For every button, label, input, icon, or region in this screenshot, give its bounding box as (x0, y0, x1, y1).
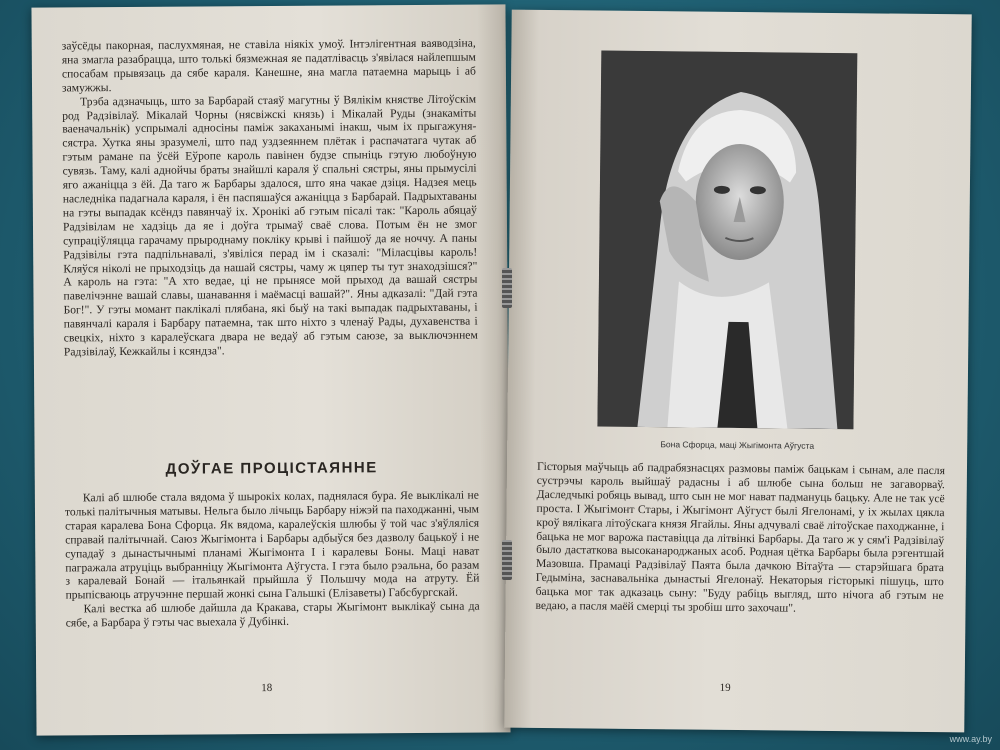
paragraph: Гісторыя маўчыць аб падрабязнасцях размовы паміж бацькам і сынам, але пасля сустрэчы кароль выйшаў радасны і аб шлюбе сына больш не загаворваў. Даследчыкі робяць вывад, што сын не мог нават падмануць бацьку. Але не так усё проста. І Жыгімонт Стары, і Жыгімонт Аўгуст былі Ягелонамі, у іх жылах цякла кроў вялікага літоўскага князя Ягайлы. Яны адчувалі сваё літоўскае паходжанне, і бацька не мог варожа паставіцца да літвінкі Барбары. Да таго ж у сям'і Радзівілаў было дастаткова высоканароджаных асоб. Родная цётка Барбары была рэгентшай Мазовша. Прамаці Радзівілаў Паята была дачкою Вітаўта — старэйшага брата Гедыміна, заснавальніка дынастыі Ягелонаў. Некаторыя гісторыкі пішуць, што бацька мог так адказаць сыну: "Буду рабіць выгляд, што нічога аб гэтым не ведаю, а пасля маёй смерці ты зробіш што захочаш". (535, 459, 946, 615)
watermark: www.ay.by (949, 734, 992, 744)
left-page-top-text (62, 37, 478, 360)
page-number: 18 (261, 681, 273, 695)
paragraph: заўсёды пакорная, паслухмяная, не ставіла ніякіх умоў. Інтэлігентная ваяводзіна, яна змагла разабрацца, што толькі бязмежная яе падатлівасць з'явілася найлепшым спосабам прывязаць да сябе караля. Канешне, яна магла патаемна марыць і аб замужжы. (61, 36, 476, 95)
left-page (31, 4, 510, 735)
right-page (504, 10, 971, 733)
paragraph: Калі вестка аб шлюбе дайшла да Кракава, стары Жыгімонт выклікаў сына да сябе, а Барбара ў гэты час выехала ў Дубінкі. (65, 599, 480, 630)
portrait-caption: Бона Сфорца, маці Жыгімонта Аўгуста (660, 439, 815, 451)
section-heading: ДОЎГАЕ ПРОЦІСТАЯННЕ (165, 459, 378, 478)
left-page-bottom-text (65, 489, 480, 631)
portrait-illustration (597, 51, 857, 430)
right-page-text (535, 460, 945, 617)
staple (502, 268, 512, 308)
paragraph: Трэба адзначыць, што за Барбарай стаяў магутны ў Вялікім княстве Літоўскім род Радзівілаў. Мікалай Чорны (нясвіжскі князь) і Мікалай Руды (знакаміты ваеначальнік) успрымалі адносіны паміж закаханымі інакш, чым іх прыгажуня-сястра. Хутка яны зразумелі, што пад уздзеяннем плётак і распачатага чутак аб гэтым рамане па ўсёй Еўропе кароль павінен будзе спыніць гэтую любоўную сувязь. Таму, калі аднойчы браты знайшлі караля ў спальні сястры, яны прымусілі яго ажаніцца з ёй. Да таго ж Барбары здалося, што яна чакае дзіця. Надзея мець наследніка падагнала караля, і ён паспяшаўся ажаніцца з Барбарай. Падрыхтаваны на гэты выпадак ксёндз павянчаў іх. Хронікі аб гэтым пісалі так: "Кароль абяцаў Радзівілам не хадзіць да яе і доўга трымаў сваё слова. Потым ён не змог супраціўляцца гарачаму прыроднаму покліку крыві і пайшоў да яе ноччу. А паны Радзівілы гэта падпільнавалі, з'явіліся перад ім і сказалі: "Міласцівы кароль! Кляўся ніколі не прыходзіць да нашай сястры, чаму ж цяпер ты тут знаходзішся?" А кароль на гэта: "А хто ведае, ці не прынясе мой прыход да вашай сястры павелічэнне вашай славы, шанавання і маёмасці вашай?". Яны адказалі: "Дай гэта Бог!". У гэты момант паклікалі плябана, які быў на такі выпадак падрыхтаваны, і павянчалі караля і Барбару патаемна, так што ніхто з членаў Рады, духавенства і свецкіх, ніхто з каралеўскага двара не ведаў аб гэтым саюзе, за выключэннем Радзівілаў, Кежкайлы і ксяндза". (62, 92, 478, 359)
page-number: 19 (719, 681, 731, 694)
paragraph: Калі аб шлюбе стала вядома ў шырокіх колах, паднялася бура. Яе выклікалі не толькі палітычныя матывы. Нельга было лічыць Барбару ніжэй па паходжанні, чым старая каралева Бона Сфорца. Як вядома, каралеўскія шлюбы ў той час з'яўляліся справай палітычнай. Саюз Жыгімонта і Барбары адбыўся без дазволу бацькоў і не супадаў з дынастычнымі планамі Жыгімонта I і каралевы Боны. Маці нават пагражала атруціць выбранніцу Жыгімонта Аўгуста. І гэта было рэальна, бо разам з каралевай Бонай — італьянкай прыйшла ў Польшчу мода на атруту. Ёй прыпісваюць атручэнне першай жонкі сына Гальшкі (Елізаветы) Габсбургскай. (64, 488, 480, 602)
portrait-image (597, 51, 857, 430)
staple (502, 540, 512, 580)
